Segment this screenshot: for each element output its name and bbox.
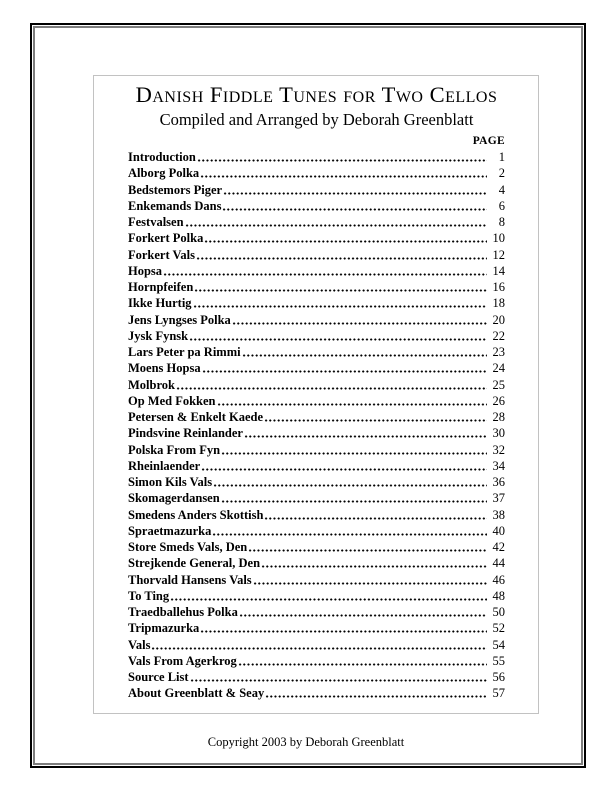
toc-leader-dots (264, 417, 487, 422)
toc-leader-dots (151, 645, 487, 650)
toc-row (128, 393, 505, 409)
toc-row (128, 604, 505, 620)
toc-row (128, 279, 505, 295)
toc-row (128, 230, 505, 246)
toc-row (128, 506, 505, 522)
toc-row (128, 165, 505, 181)
toc-entry-page: 26 (492, 393, 505, 408)
toc-leader-dots (212, 531, 487, 536)
toc-entry-title: Source List (128, 670, 189, 685)
toc-entry-page: 6 (498, 198, 505, 213)
toc-row (128, 669, 505, 685)
toc-entry-title: Alborg Polka (128, 166, 200, 181)
toc-row (128, 571, 505, 587)
toc-leader-dots (204, 238, 487, 243)
toc-leader-dots (190, 677, 487, 682)
toc-leader-dots (193, 303, 487, 308)
toc-entry-page: 34 (492, 458, 505, 473)
toc-row (128, 214, 505, 230)
toc-entry-title: Festvalsen (128, 215, 184, 230)
toc-entry-page: 14 (492, 263, 505, 278)
toc-leader-dots (222, 206, 487, 211)
toc-entry-title: Simon Kils Vals (128, 475, 213, 490)
toc-leader-dots (265, 693, 487, 698)
toc-leader-dots (197, 157, 487, 162)
toc-leader-dots (221, 498, 487, 503)
toc-entry-page: 56 (492, 670, 505, 685)
toc-entry-page: 16 (492, 280, 505, 295)
copyright-line: Copyright 2003 by Deborah Greenblatt (207, 735, 405, 749)
toc-entry-title: Jysk Fynsk (128, 328, 189, 343)
toc-entry-title: Traedballehus Polka (128, 605, 238, 620)
toc-leader-dots (200, 173, 487, 178)
toc-entry-title: Bedstemors Piger (128, 182, 223, 197)
toc-entry-page: 52 (492, 621, 505, 636)
toc-entry-page: 24 (492, 361, 505, 376)
toc-entry-page: 36 (492, 475, 505, 490)
toc-row (128, 181, 505, 197)
toc-row (128, 344, 505, 360)
toc-leader-dots (221, 450, 487, 455)
toc-entry-page: 25 (492, 377, 505, 392)
toc-leader-dots (202, 368, 487, 373)
toc-row (128, 636, 505, 652)
toc-row (128, 685, 505, 701)
toc-entry-title: Op Med Fokken (128, 393, 216, 408)
toc-entry-page: 32 (492, 442, 505, 457)
toc-leader-dots (170, 596, 487, 601)
toc-row (128, 198, 505, 214)
toc-leader-dots (248, 547, 487, 552)
toc-row (128, 523, 505, 539)
toc-leader-dots (163, 271, 487, 276)
toc-row (128, 458, 505, 474)
toc-entry-title: Pindsvine Reinlander (128, 426, 243, 441)
toc-entry-title: Hornpfeifen (128, 280, 194, 295)
book-subtitle: Compiled and Arranged by Deborah Greenblatt (159, 109, 474, 129)
toc-row (128, 149, 505, 165)
toc-row (128, 539, 505, 555)
toc-row (128, 490, 505, 506)
toc-entry-title: About Greenblatt & Seay (128, 686, 265, 701)
toc-entry-title: Forkert Polka (128, 231, 204, 246)
toc-row (128, 311, 505, 327)
toc-entry-title: Skomagerdansen (128, 491, 220, 506)
toc-entry-page: 22 (492, 328, 505, 343)
toc-row (128, 295, 505, 311)
toc-entry-title: Store Smeds Vals, Den (128, 540, 248, 555)
toc-entry-page: 42 (492, 540, 505, 555)
toc-leader-dots (189, 336, 487, 341)
toc-leader-dots (200, 628, 487, 633)
toc-entry-title: Jens Lyngses Polka (128, 312, 231, 327)
toc-entry-page: 2 (498, 166, 505, 181)
toc-entry-page: 8 (498, 215, 505, 230)
toc-entry-title: Enkemands Dans (128, 198, 222, 213)
toc-entry-title: Tripmazurka (128, 621, 200, 636)
toc-entry-title: Thorvald Hansens Vals (128, 572, 252, 587)
toc-entry-title: Strejkende General, Den (128, 556, 261, 571)
toc-row (128, 328, 505, 344)
toc-list (128, 149, 505, 702)
toc-entry-page: 30 (492, 426, 505, 441)
toc-entry-title: Forkert Vals (128, 247, 196, 262)
toc-entry-page: 20 (492, 312, 505, 327)
toc-row (128, 376, 505, 392)
toc-entry-page: 10 (492, 231, 505, 246)
toc-entry-title: To Ting (128, 588, 170, 603)
toc-leader-dots (185, 222, 487, 227)
toc-entry-page: 48 (492, 588, 505, 603)
toc-leader-dots (242, 352, 487, 357)
toc-entry-title: Hopsa (128, 263, 163, 278)
toc-entry-title: Spraetmazurka (128, 523, 212, 538)
toc-entry-page: 4 (498, 182, 505, 197)
toc-entry-title: Ikke Hurtig (128, 296, 192, 311)
toc-leader-dots (261, 563, 487, 568)
toc-leader-dots (232, 320, 487, 325)
toc-entry-title: Moens Hopsa (128, 361, 201, 376)
toc-entry-title: Introduction (128, 150, 196, 165)
toc-leader-dots (238, 661, 487, 666)
toc-entry-page: 18 (492, 296, 505, 311)
toc-row (128, 441, 505, 457)
toc-leader-dots (253, 580, 487, 585)
toc-entry-page: 38 (492, 507, 505, 522)
toc-entry-title: Lars Peter pa Rimmi (128, 345, 241, 360)
toc-entry-page: 40 (492, 523, 505, 538)
toc-leader-dots (223, 190, 487, 195)
toc-row (128, 246, 505, 262)
toc-entry-page: 57 (492, 686, 505, 701)
toc-leader-dots (201, 466, 487, 471)
toc-entry-page: 54 (492, 637, 505, 652)
toc-entry-title: Vals From Agerkrog (128, 653, 237, 668)
toc-entry-page: 12 (492, 247, 505, 262)
content-box (93, 75, 539, 714)
toc-leader-dots (196, 255, 487, 260)
toc-row (128, 555, 505, 571)
page-column-header: PAGE (472, 134, 505, 147)
toc-entry-page: 46 (492, 572, 505, 587)
toc-entry-page: 23 (492, 345, 505, 360)
toc-row (128, 409, 505, 425)
toc-leader-dots (217, 401, 487, 406)
toc-entry-page: 50 (492, 605, 505, 620)
toc-entry-title: Smedens Anders Skottish (128, 507, 264, 522)
toc-row (128, 360, 505, 376)
toc-leader-dots (239, 612, 487, 617)
toc-entry-title: Rheinlaender (128, 458, 201, 473)
toc-row (128, 588, 505, 604)
toc-row (128, 425, 505, 441)
toc-entry-title: Petersen & Enkelt Kaede (128, 410, 264, 425)
toc-entry-title: Molbrok (128, 377, 175, 392)
toc-row (128, 263, 505, 279)
toc-entry-page: 28 (492, 410, 505, 425)
toc-entry-title: Polska From Fyn (128, 442, 221, 457)
toc-row (128, 620, 505, 636)
toc-leader-dots (244, 433, 487, 438)
toc-entry-title: Vals (128, 637, 151, 652)
toc-leader-dots (213, 482, 487, 487)
toc-leader-dots (176, 385, 487, 390)
toc-row (128, 474, 505, 490)
toc-leader-dots (264, 515, 487, 520)
toc-row (128, 653, 505, 669)
book-title: Danish Fiddle Tunes for Two Cellos (135, 82, 498, 107)
toc-leader-dots (194, 287, 487, 292)
toc-entry-page: 37 (492, 491, 505, 506)
toc-entry-page: 55 (492, 653, 505, 668)
toc-entry-page: 44 (492, 556, 505, 571)
toc-entry-page: 1 (498, 150, 505, 165)
